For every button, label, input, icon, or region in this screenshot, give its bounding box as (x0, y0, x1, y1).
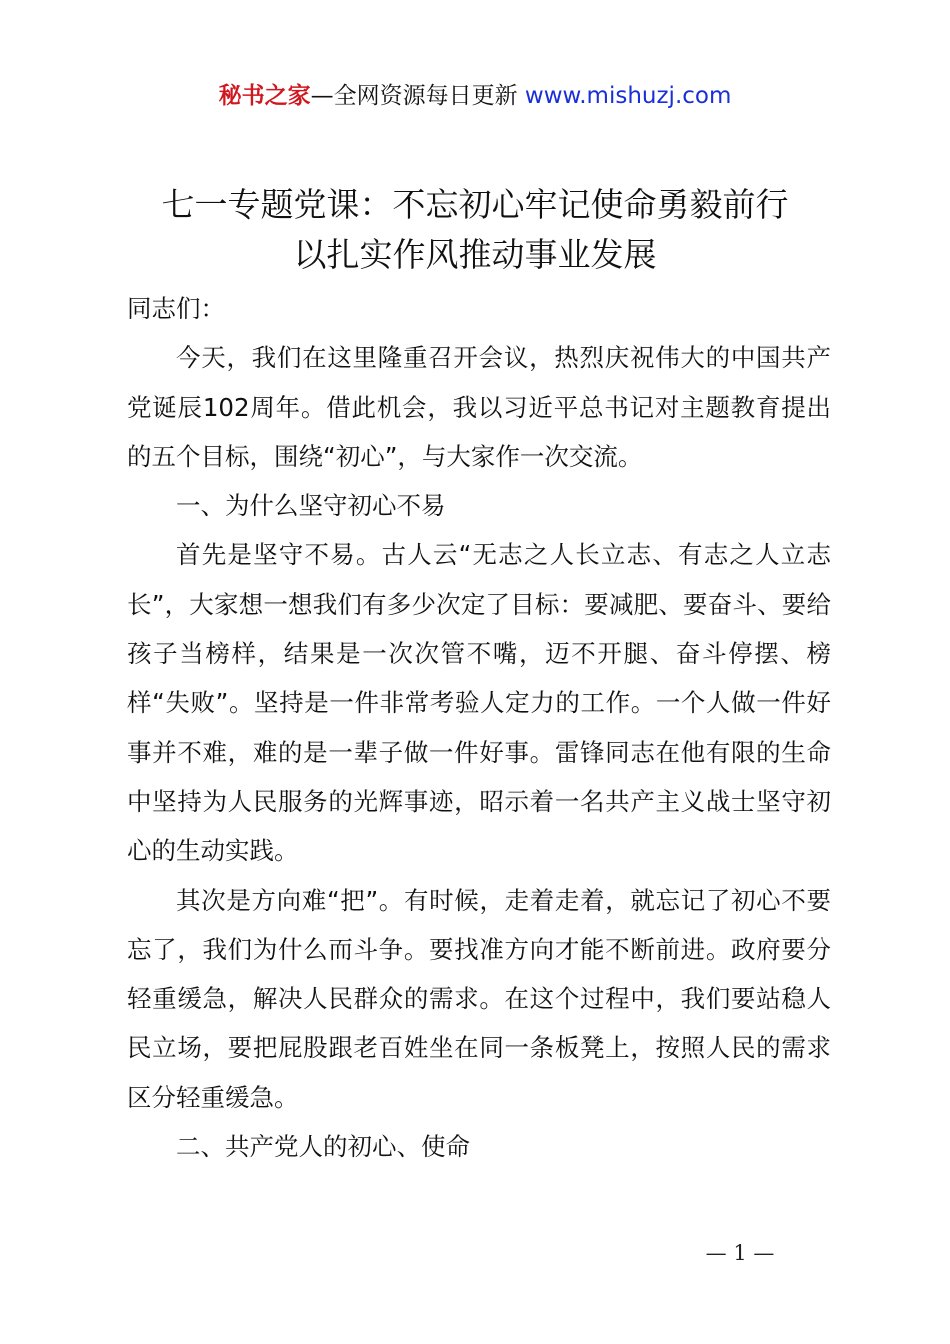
salutation: 同志们： (127, 294, 225, 323)
paragraph-intro: 今天，我们在这里隆重召开会议，热烈庆祝伟大的中国共产党诞辰102周年。借此机会，我以习近平总书记对主题教育提出的五个目标，围绕“初心”，与大家作一次交流。 (127, 343, 831, 471)
site-header (0, 80, 950, 112)
paragraph-persistence: 首先是坚守不易。古人云“无志之人长立志、有志之人立志长”，大家想一想我们有多少次定了目标：要减肥、要奋斗、要给孩子当榜样，结果是一次次管不嘴，迈不开腿、奋斗停摆、榜样“失败”。坚持是一件非常考验人定力的工作。一个人做一件好事并不难，难的是一辈子做一件好事。雷锋同志在他有限的生命中坚持为人民服务的光辉事迹，昭示着一名共产主义战士坚守初心的生动实践。 (127, 540, 831, 866)
paragraph-direction: 其次是方向难“把”。有时候，走着走着，就忘记了初心不要忘了，我们为什么而斗争。要找准方向才能不断前进。政府要分轻重缓急，解决人民群众的需求。在这个过程中，我们要站稳人民立场，要把屁股跟老百姓坐在同一条板凳上，按照人民的需求区分轻重缓急。 (127, 885, 831, 1112)
header-tagline: —全网资源每日更新 (310, 83, 525, 109)
title-line-1: 七一专题党课：不忘初心牢记使命勇毅前行 (161, 185, 789, 224)
brand-name: 秘书之家 (218, 83, 311, 109)
document-body (127, 284, 831, 1171)
section-heading-2: 二、共产党人的初心、使命 (176, 1132, 470, 1162)
section-heading-1: 一、为什么坚守初心不易 (176, 491, 446, 521)
page-number: — 1 — (705, 1241, 775, 1265)
document-title (0, 180, 950, 280)
site-url-link[interactable]: www.mishuzj.com (524, 83, 732, 109)
title-line-2: 以扎实作风推动事业发展 (293, 235, 657, 274)
